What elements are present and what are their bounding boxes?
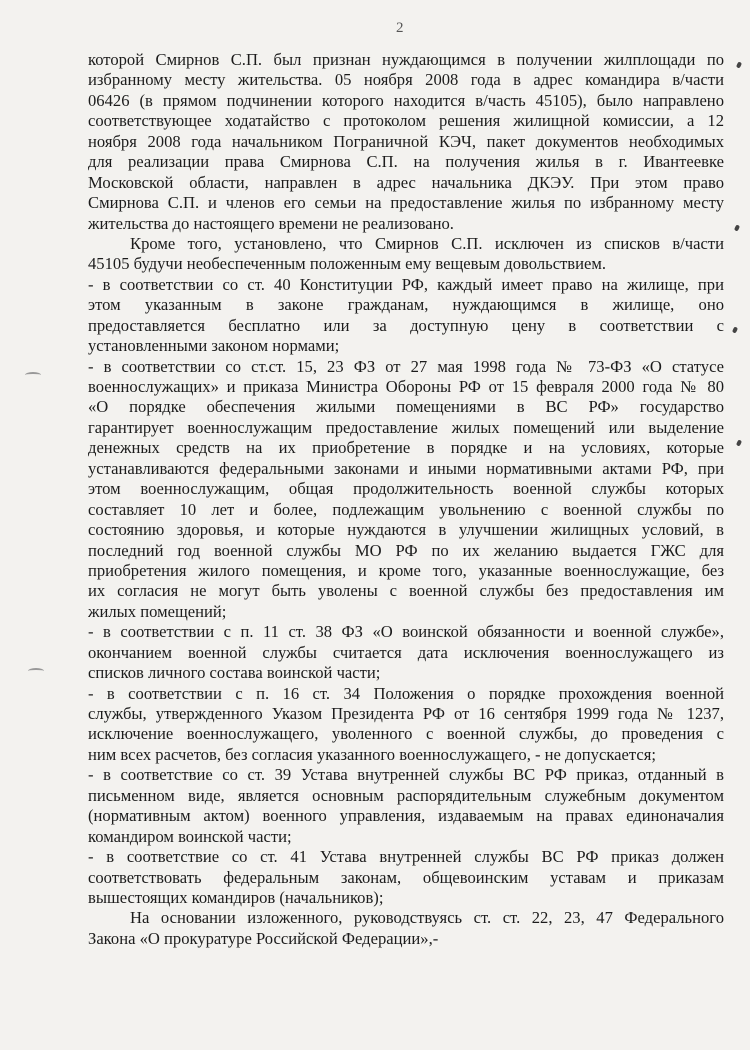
text-line: «О порядке обеспечения жилыми помещениями в ВС РФ» государство <box>88 397 724 417</box>
text-line: 06426 (в прямом подчинении которого находится в/часть 45105), было направлено <box>88 90 724 110</box>
text-line: избранному месту жительства. 05 ноября 2008 года в адрес командира в/части <box>88 70 724 90</box>
text-line: Смирнова С.П. и членов его семьи на предоставление жилья по избранному месту <box>88 193 724 213</box>
paragraph <box>88 684 724 766</box>
text-line: этом указанным в законе гражданам, нуждающимся в жилище, оно <box>88 295 724 315</box>
text-line: письменном виде, является основным распорядительным служебным документом <box>88 785 724 805</box>
text-line: их согласия не могут быть уволены с военной службы без предоставления им <box>88 581 724 601</box>
scan-smudge <box>25 372 41 378</box>
text-line: На основании изложенного, руководствуясь ст. ст. 22, 23, 47 Федерального <box>130 908 724 928</box>
paragraph <box>88 50 724 234</box>
text-line: окончанием военной службы считается дата исключения военнослужащего из <box>88 642 724 662</box>
paragraph <box>88 622 724 683</box>
paragraph <box>88 765 724 847</box>
text-line: состоянию здоровья, и которые нуждаются в улучшении жилищных условий, в <box>88 520 724 540</box>
text-line: - в соответствие со ст. 39 Устава внутренней службы ВС РФ приказ, отданный в <box>88 765 724 785</box>
text-line: - в соответствии с п. 11 ст. 38 ФЗ «О воинской обязанности и военной службе», <box>88 622 724 642</box>
text-line: для реализации права Смирнова С.П. на получения жилья в г. Ивантеевке <box>88 152 724 172</box>
text-line: Кроме того, установлено, что Смирнов С.П. исключен из списков в/части <box>130 233 724 253</box>
text-line: вышестоящих командиров (начальников); <box>88 887 384 907</box>
text-line: службы, утвержденного Указом Президента РФ от 16 сентября 1999 года № 1237, <box>88 704 724 723</box>
text-line: - в соответствии с п. 16 ст. 34 Положения о порядке прохождения военной <box>88 683 724 703</box>
text-line: военнослужащих» и приказа Министра Обороны РФ от 15 февраля 2000 года № 80 <box>88 377 724 396</box>
paragraph <box>88 357 724 623</box>
scan-smudge <box>28 668 44 674</box>
text-line: этом военнослужащим, общая продолжительность военной службы которых <box>88 479 724 499</box>
margin-mark <box>734 224 740 231</box>
text-line: жительства до настоящего времени не реализовано. <box>88 213 454 233</box>
text-line: предоставляется бесплатно или за доступную цену в соответствии с <box>88 315 724 335</box>
text-line: устанавливаются федеральными законами и иными нормативными актами РФ, при <box>88 458 724 478</box>
paragraph <box>88 847 724 908</box>
text-line: составляет 10 лет и более, подлежащим увольнению с военной службы по <box>88 499 724 519</box>
text-line: денежных средств на их приобретение в порядке и на условиях, которые <box>88 438 724 458</box>
text-line: ноября 2008 года начальником Пограничной КЭЧ, пакет документов необходимых <box>88 131 724 151</box>
text-line: командиром воинской части; <box>88 826 292 846</box>
margin-mark <box>732 326 738 333</box>
paragraph <box>88 275 724 357</box>
text-line: жилых помещений; <box>88 601 227 621</box>
text-line: Московской области, направлен в адрес начальника ДКЭУ. При этом право <box>88 172 724 192</box>
text-line: списков личного состава воинской части; <box>88 663 381 683</box>
paragraph <box>88 908 724 949</box>
margin-mark <box>736 61 742 68</box>
text-line: 45105 будучи необеспеченным положенным ему вещевым довольствием. <box>88 254 607 274</box>
text-line: - в соответствии со ст.ст. 15, 23 ФЗ от 27 мая 1998 года № 73-ФЗ «О статусе <box>88 356 724 376</box>
text-line: ним всех расчетов, без согласия указанного военнослужащего, - не допускается; <box>88 744 656 764</box>
text-line: приобретения жилого помещения, и кроме того, указанные военнослужащие, без <box>88 560 724 580</box>
document-body <box>88 50 724 949</box>
text-line: Закона «О прокуратуре Российской Федерации»,- <box>88 928 439 948</box>
text-line: гарантирует военнослужащим предоставление жилых помещений или выделение <box>88 417 724 437</box>
text-line: исключение военнослужащего, уволенного с военной службы, до проведения с <box>88 724 724 744</box>
paragraph <box>88 234 724 275</box>
text-line: которой Смирнов С.П. был признан нуждающимся в получении жилплощади по <box>88 50 724 69</box>
text-line: последний год военной службы МО РФ по их желанию выдается ГЖС для <box>88 540 724 560</box>
margin-mark <box>736 439 742 446</box>
text-line: - в соответствие со ст. 41 Устава внутренней службы ВС РФ приказ должен <box>88 847 724 867</box>
page-number: 2 <box>396 20 404 36</box>
text-line: соответствовать федеральным законам, общевоинским уставам и приказам <box>88 867 724 887</box>
text-line: - в соответствии со ст. 40 Конституции РФ, каждый имеет право на жилище, при <box>88 274 724 294</box>
text-line: (нормативным актом) военного управления, издаваемым на правах единоначалия <box>88 806 724 826</box>
text-line: установленными законом нормами; <box>88 336 340 356</box>
text-line: соответствующее ходатайство с протоколом решения жилищной комиссии, а 12 <box>88 111 724 131</box>
